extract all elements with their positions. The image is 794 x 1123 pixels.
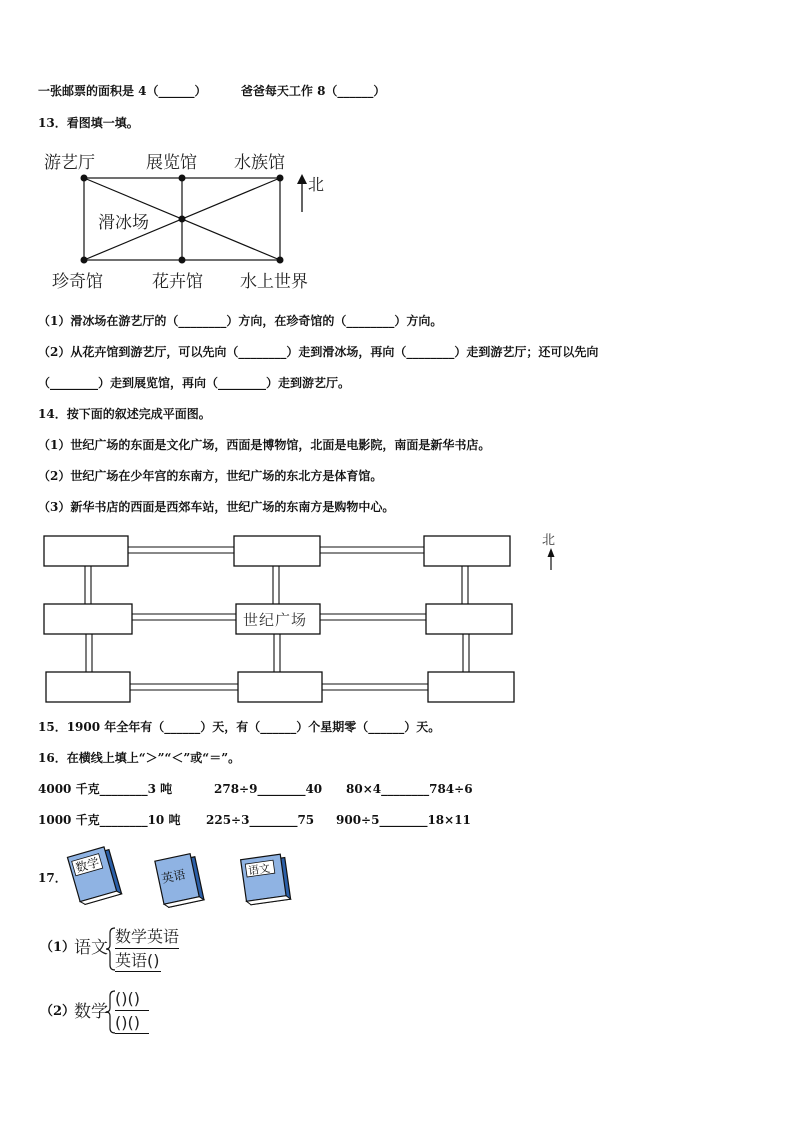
plan-box-e: [426, 604, 512, 634]
top-line: [38, 83, 385, 99]
plan-box-n: [234, 536, 320, 566]
q16-row1-b: 278÷9________40: [214, 782, 323, 796]
q14-sub2: （2）世纪广场在少年宫的东南方，世纪广场的东北方是体育馆。: [38, 469, 383, 483]
place-huabingchang: 滑冰场: [98, 213, 149, 233]
q14-sub1: （1）世纪广场的东面是文化广场，西面是博物馆，北面是电影院，南面是新华书店。: [38, 438, 491, 452]
q17-sub1-label: 语文: [74, 938, 108, 958]
q13-dot: [277, 175, 284, 182]
plan-box-w: [44, 604, 132, 634]
q13-north-label: 北: [308, 175, 325, 194]
plan-box-se: [428, 672, 514, 702]
q16-row2-c: 900÷5________18×11: [336, 813, 471, 827]
book-math-title: 数学: [73, 855, 101, 876]
q13-north-arrow-icon: [297, 174, 307, 212]
q13-dot: [81, 257, 88, 264]
q16-row1-a: 4000 千克________3 吨: [38, 782, 173, 796]
q17-sub1-rule-bottom: [115, 971, 161, 972]
q17-sub2-label: 数学: [74, 1002, 108, 1022]
book-english-icon: [152, 852, 212, 914]
q13-title: 13．看图填一填。: [38, 116, 139, 130]
q17-number: 17．: [38, 871, 67, 885]
plan-box-sw: [46, 672, 130, 702]
q13-dot: [179, 216, 186, 223]
q17-sub2-rule: [115, 1010, 149, 1011]
q16-title: 16．在横线上填上“＞”“＜”或“＝”。: [38, 751, 241, 765]
q13-dot: [179, 175, 186, 182]
q16-row2-a: 1000 千克________10 吨: [38, 813, 181, 827]
q13-sub2-line2: （________）走到展览馆，再向（________）走到游艺厅。: [38, 376, 351, 390]
q14-plan-map: [40, 528, 580, 708]
book-english-title: 英语: [160, 867, 187, 886]
place-zhanlanguan: 展览馆: [146, 153, 197, 173]
q17-sub2-rule-bottom: [115, 1033, 149, 1034]
q17-sub2-bottom: ()(): [115, 1013, 140, 1032]
q17-sub1-prefix: （1）: [40, 940, 76, 955]
q14-north-label: 北: [542, 533, 556, 548]
q14-north-arrow-icon: [548, 548, 555, 570]
q13-dot: [277, 257, 284, 264]
stamp-area-question: 一张邮票的面积是 4（______）: [38, 84, 207, 98]
q17-sub2-top: ()(): [115, 989, 140, 1008]
book-chinese-icon: [236, 852, 302, 912]
q17-sub1-bottom: 英语(): [115, 951, 160, 970]
plan-box-nw: [44, 536, 128, 566]
q14-title: 14．按下面的叙述完成平面图。: [38, 407, 211, 421]
plan-center-label: 世纪广场: [243, 611, 308, 629]
q16-row1-c: 80×4________784÷6: [346, 782, 473, 796]
q15-text: 15．1900 年全年有（______）天，有（______）个星期零（______）天。: [38, 720, 441, 734]
dad-work-question: 爸爸每天工作 8（______）: [240, 84, 386, 98]
book-math-icon: [64, 846, 130, 908]
q14-sub3: （3）新华书店的西面是西郊车站，世纪广场的东南方是购物中心。: [38, 500, 395, 514]
q13-dot: [81, 175, 88, 182]
place-youyiting: 游艺厅: [44, 153, 95, 173]
q13-sub1: （1）滑冰场在游艺厅的（________）方向，在珍奇馆的（________）方向。: [38, 314, 443, 328]
book-chinese-title: 语文: [247, 861, 271, 878]
place-zhenqiguan: 珍奇馆: [52, 272, 103, 292]
place-huahuiguan: 花卉馆: [152, 272, 203, 292]
q17-sub1-rule: [115, 948, 179, 949]
q17-sub2-prefix: （2）: [40, 1004, 76, 1019]
q16-row2-b: 225÷3________75: [206, 813, 315, 827]
q13-map: [36, 140, 356, 300]
place-shuizuguan: 水族馆: [234, 153, 285, 173]
q17-sub1-top: 数学英语: [115, 927, 180, 946]
place-shuishangshijie: 水上世界: [240, 272, 308, 292]
q13-sub2-line1: （2）从花卉馆到游艺厅，可以先向（________）走到滑冰场，再向（________）走到游艺厅；还可以先向: [38, 345, 599, 359]
q13-dot: [179, 257, 186, 264]
plan-box-ne: [424, 536, 510, 566]
plan-box-s: [238, 672, 322, 702]
